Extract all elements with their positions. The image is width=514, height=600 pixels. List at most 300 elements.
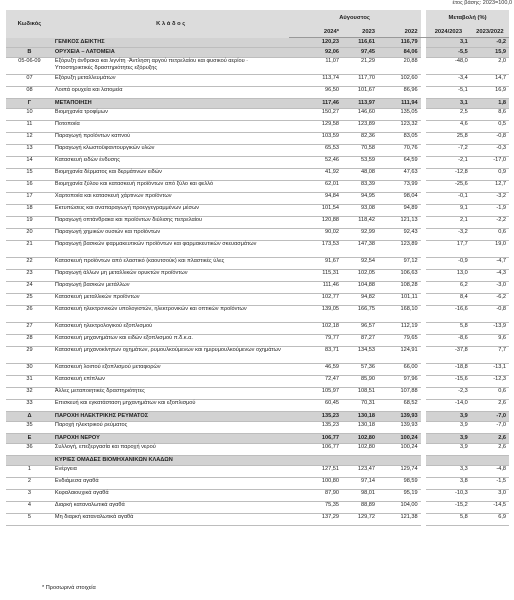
change-2024-2023: -5,5 [426, 48, 471, 58]
value-2022: 83,05 [378, 133, 421, 145]
value-2024: 103,59 [289, 133, 342, 145]
change-2024-2023: -25,6 [426, 181, 471, 193]
value-2024: 135,23 [289, 412, 342, 422]
table-row [6, 181, 509, 193]
value-2024: 65,53 [289, 145, 342, 157]
row-label: Παραγωγή βασικών μετάλλων [53, 282, 289, 294]
row-code: 28 [6, 335, 53, 347]
header-2023: 2023 [342, 26, 378, 38]
change-2024-2023: -48,0 [426, 58, 471, 75]
row-label: ΠΑΡΟΧΗ ΗΛΕΚΤΡΙΚΗΣ ΡΕΥΜΑΤΟΣ [53, 412, 289, 422]
value-2022: 98,59 [378, 478, 421, 490]
table-row [6, 388, 509, 400]
table-row [6, 514, 509, 526]
section-row [6, 456, 509, 466]
row-code: 19 [6, 217, 53, 229]
value-2023: 93,08 [342, 205, 378, 217]
change-2024-2023: -15,2 [426, 502, 471, 514]
value-2023: 82,36 [342, 133, 378, 145]
value-2024: 120,23 [289, 38, 342, 48]
change-2023-2022: 2,6 [471, 400, 509, 412]
change-2024-2023: 6,2 [426, 282, 471, 294]
table-row [6, 323, 509, 335]
row-code: 05-06-09 [6, 58, 53, 75]
value-2024: 75,35 [289, 502, 342, 514]
value-2024 [289, 456, 342, 466]
value-2024: 72,47 [289, 376, 342, 388]
change-2023-2022: 19,0 [471, 241, 509, 258]
header-change-2023-2022: 2023/2022 [471, 26, 509, 38]
value-2022: 97,12 [378, 258, 421, 270]
row-code: 31 [6, 376, 53, 388]
row-label: Κατασκευή επίπλων [53, 376, 289, 388]
table-body [6, 38, 509, 526]
value-2024: 150,27 [289, 109, 342, 121]
change-2023-2022: 2,6 [471, 434, 509, 444]
change-2024-2023 [426, 456, 471, 466]
change-2023-2022: -4,7 [471, 258, 509, 270]
value-2022 [378, 456, 421, 466]
change-2024-2023: -18,8 [426, 364, 471, 376]
row-label: Κατασκευή μεταλλικών προϊόντων [53, 294, 289, 306]
value-2022: 124,91 [378, 347, 421, 364]
value-2023: 116,61 [342, 38, 378, 48]
table-row [6, 121, 509, 133]
row-label: Παραγωγή οπτάνθρακα και προϊόντων διύλισης πετρελαίου [53, 217, 289, 229]
change-2023-2022: -13,9 [471, 323, 509, 335]
change-2024-2023: 2,1 [426, 217, 471, 229]
change-2024-2023: -14,0 [426, 400, 471, 412]
value-2024: 83,71 [289, 347, 342, 364]
row-code: Β [6, 48, 53, 58]
row-code: 22 [6, 258, 53, 270]
change-2023-2022: -1,5 [471, 478, 509, 490]
row-code: 36 [6, 444, 53, 456]
value-2023: 70,58 [342, 145, 378, 157]
table-row [6, 169, 509, 181]
value-2023: 97,45 [342, 48, 378, 58]
row-code: 14 [6, 157, 53, 169]
value-2023: 101,67 [342, 87, 378, 99]
value-2022: 66,00 [378, 364, 421, 376]
table-row [6, 87, 509, 99]
row-label: Λοιπά ορυχεία και λατομεία [53, 87, 289, 99]
table-row [6, 217, 509, 229]
value-2024: 111,46 [289, 282, 342, 294]
value-2024: 137,29 [289, 514, 342, 526]
value-2023: 83,39 [342, 181, 378, 193]
change-2024-2023: -12,8 [426, 169, 471, 181]
value-2022: 139,93 [378, 412, 421, 422]
row-code: 2 [6, 478, 53, 490]
row-label: Κατασκευή ηλεκτρονικών υπολογιστών, ηλεκτρονικών και οπτικών προϊόντων [53, 306, 289, 323]
value-2023: 134,53 [342, 347, 378, 364]
change-2024-2023: 2,5 [426, 109, 471, 121]
change-2023-2022: 7,7 [471, 347, 509, 364]
row-label: Κατασκευή προϊόντων από ελαστικό (καουτσούκ) και πλαστικές ύλες [53, 258, 289, 270]
table-row [6, 145, 509, 157]
value-2023: 96,57 [342, 323, 378, 335]
value-2023: 92,99 [342, 229, 378, 241]
value-2023: 102,80 [342, 434, 378, 444]
change-2024-2023: 13,0 [426, 270, 471, 282]
change-2023-2022: -3,0 [471, 282, 509, 294]
table-row [6, 193, 509, 205]
table-row [6, 157, 509, 169]
table-row [6, 241, 509, 258]
value-2023: 130,18 [342, 412, 378, 422]
value-2022: 139,93 [378, 422, 421, 434]
value-2023: 70,31 [342, 400, 378, 412]
row-label: ΓΕΝΙΚΟΣ ΔΕΙΚΤΗΣ [53, 38, 289, 48]
value-2023: 94,95 [342, 193, 378, 205]
value-2023: 108,51 [342, 388, 378, 400]
value-2022: 98,04 [378, 193, 421, 205]
section-row [6, 412, 509, 422]
row-label: Κατασκευή μηχανοκίνητων οχημάτων, ρυμουλκούμενων και ημιρυμουλκούμενων οχημάτων [53, 347, 289, 364]
change-2024-2023: 3,3 [426, 466, 471, 478]
change-2024-2023: -3,4 [426, 75, 471, 87]
header-2022: 2022 [378, 26, 421, 38]
value-2023: 88,89 [342, 502, 378, 514]
change-2024-2023: -15,6 [426, 376, 471, 388]
change-2024-2023: -10,3 [426, 490, 471, 502]
value-2022: 64,59 [378, 157, 421, 169]
row-code: 18 [6, 205, 53, 217]
value-2022: 123,32 [378, 121, 421, 133]
row-label: ΠΑΡΟΧΗ ΝΕΡΟΥ [53, 434, 289, 444]
value-2022: 92,43 [378, 229, 421, 241]
value-2022: 102,60 [378, 75, 421, 87]
value-2022: 112,19 [378, 323, 421, 335]
row-code: Ε [6, 434, 53, 444]
value-2023: 85,90 [342, 376, 378, 388]
value-2022: 79,65 [378, 335, 421, 347]
table-row [6, 478, 509, 490]
row-code: 10 [6, 109, 53, 121]
change-2023-2022: 8,6 [471, 109, 509, 121]
change-2023-2022: 2,0 [471, 58, 509, 75]
value-2023: 92,54 [342, 258, 378, 270]
table-row [6, 133, 509, 145]
row-label: Συλλογή, επεξεργασία και παροχή νερού [53, 444, 289, 456]
row-label: Παραγωγή χημικών ουσιών και προϊόντων [53, 229, 289, 241]
value-2024: 139,05 [289, 306, 342, 323]
row-code: 29 [6, 347, 53, 364]
value-2022: 116,79 [378, 38, 421, 48]
change-2023-2022: 15,9 [471, 48, 509, 58]
row-label: Κατασκευή ειδών ένδυσης [53, 157, 289, 169]
change-2024-2023: -0,9 [426, 258, 471, 270]
row-code: 32 [6, 388, 53, 400]
value-2022: 107,88 [378, 388, 421, 400]
row-code: 11 [6, 121, 53, 133]
table-row [6, 282, 509, 294]
change-2023-2022: 16,9 [471, 87, 509, 99]
value-2024: 127,51 [289, 466, 342, 478]
table-row [6, 270, 509, 282]
value-2024: 105,97 [289, 388, 342, 400]
table-row [6, 58, 509, 75]
change-2023-2022: 3,0 [471, 490, 509, 502]
change-2024-2023: -2,1 [426, 157, 471, 169]
value-2022: 70,76 [378, 145, 421, 157]
row-code: 15 [6, 169, 53, 181]
row-label: Χαρτοποιία και κατασκευή χάρτινων προϊόντων [53, 193, 289, 205]
table-row [6, 75, 509, 87]
industrial-production-table [6, 10, 509, 526]
value-2024: 135,23 [289, 422, 342, 434]
change-2024-2023: -16,6 [426, 306, 471, 323]
value-2023: 166,75 [342, 306, 378, 323]
change-2024-2023: 3,1 [426, 99, 471, 109]
value-2022: 97,96 [378, 376, 421, 388]
change-2023-2022: -4,3 [471, 270, 509, 282]
table-row [6, 376, 509, 388]
value-2024: 102,18 [289, 323, 342, 335]
table-row [6, 229, 509, 241]
value-2024: 120,88 [289, 217, 342, 229]
table-row [6, 205, 509, 217]
value-2022: 86,96 [378, 87, 421, 99]
value-2022: 106,63 [378, 270, 421, 282]
change-2024-2023: 8,4 [426, 294, 471, 306]
row-label: Κατασκευή λοιπού εξοπλισμού μεταφορών [53, 364, 289, 376]
header-code: Κωδικός [6, 10, 53, 38]
row-label: Άλλες μεταποιητικές δραστηριότητες [53, 388, 289, 400]
change-2023-2022: 9,6 [471, 335, 509, 347]
change-2024-2023: -8,6 [426, 335, 471, 347]
table-row [6, 294, 509, 306]
change-2023-2022: -0,3 [471, 145, 509, 157]
change-2023-2022: -1,9 [471, 205, 509, 217]
change-2023-2022: -3,2 [471, 193, 509, 205]
value-2024: 46,59 [289, 364, 342, 376]
row-label: Εξόρυξη άνθρακα και λιγνίτη ·Άντληση αργού πετρελαίου και φυσικού αερίου · Υποστηρικτικές δραστηριότητες εξόρυξης [53, 58, 289, 75]
change-2024-2023: 3,8 [426, 478, 471, 490]
row-code: 27 [6, 323, 53, 335]
change-2023-2022: -12,3 [471, 376, 509, 388]
value-2023: 21,29 [342, 58, 378, 75]
table-row [6, 258, 509, 270]
value-2023: 118,42 [342, 217, 378, 229]
change-2024-2023: -2,3 [426, 388, 471, 400]
row-label: ΚΥΡΙΕΣ ΟΜΑΔΕΣ ΒΙΟΜΗΧΑΝΙΚΩΝ ΚΛΑΔΩΝ [53, 456, 289, 466]
change-2023-2022: 1,8 [471, 99, 509, 109]
row-label: Μη διαρκή καταναλωτικά αγαθά [53, 514, 289, 526]
value-2022: 73,99 [378, 181, 421, 193]
row-code: 4 [6, 502, 53, 514]
value-2024: 117,46 [289, 99, 342, 109]
change-2023-2022: -4,8 [471, 466, 509, 478]
row-label: Βιομηχανία δέρματος και δερμάτινων ειδών [53, 169, 289, 181]
change-2023-2022: -2,2 [471, 217, 509, 229]
value-2022: 94,89 [378, 205, 421, 217]
value-2023: 102,05 [342, 270, 378, 282]
change-2024-2023: 5,8 [426, 514, 471, 526]
value-2022: 100,24 [378, 434, 421, 444]
value-2024: 106,77 [289, 434, 342, 444]
change-2023-2022 [471, 456, 509, 466]
change-2023-2022: 6,9 [471, 514, 509, 526]
row-code: 12 [6, 133, 53, 145]
value-2024: 129,58 [289, 121, 342, 133]
value-2022: 123,89 [378, 241, 421, 258]
row-label: Κατασκευή ηλεκτρολογικού εξοπλισμού [53, 323, 289, 335]
table-row [6, 490, 509, 502]
row-code: 5 [6, 514, 53, 526]
value-2023: 117,70 [342, 75, 378, 87]
row-code: 20 [6, 229, 53, 241]
section-row [6, 434, 509, 444]
value-2022: 101,11 [378, 294, 421, 306]
change-2023-2022: 14,7 [471, 75, 509, 87]
change-2024-2023: 25,8 [426, 133, 471, 145]
change-2024-2023: -7,2 [426, 145, 471, 157]
row-label: Κεφαλαιουχικά αγαθά [53, 490, 289, 502]
change-2024-2023: 9,1 [426, 205, 471, 217]
row-code: Δ [6, 412, 53, 422]
value-2023: 147,38 [342, 241, 378, 258]
value-2023: 98,01 [342, 490, 378, 502]
change-2023-2022: -14,5 [471, 502, 509, 514]
change-2024-2023: 4,6 [426, 121, 471, 133]
value-2024: 79,77 [289, 335, 342, 347]
change-2023-2022: -6,2 [471, 294, 509, 306]
change-2024-2023: 17,7 [426, 241, 471, 258]
change-2023-2022: -13,1 [471, 364, 509, 376]
change-2023-2022: 0,6 [471, 388, 509, 400]
header-change: Μεταβολή (%) [426, 10, 509, 26]
value-2022: 100,24 [378, 444, 421, 456]
table-row [6, 306, 509, 323]
value-2024: 41,92 [289, 169, 342, 181]
row-label: Διαρκή καταναλωτικά αγαθά [53, 502, 289, 514]
value-2024: 96,50 [289, 87, 342, 99]
row-code: 07 [6, 75, 53, 87]
value-2024: 115,31 [289, 270, 342, 282]
value-2024: 92,06 [289, 48, 342, 58]
value-2024: 62,01 [289, 181, 342, 193]
change-2024-2023: 3,1 [426, 38, 471, 48]
row-code: 23 [6, 270, 53, 282]
value-2024: 100,80 [289, 478, 342, 490]
row-code [6, 38, 53, 48]
change-2023-2022: 0,9 [471, 169, 509, 181]
change-2023-2022: 2,6 [471, 444, 509, 456]
change-2024-2023: 3,9 [426, 412, 471, 422]
value-2022: 104,00 [378, 502, 421, 514]
table-row [6, 444, 509, 456]
value-2024: 60,45 [289, 400, 342, 412]
row-label: Παροχή ηλεκτρικού ρεύματος [53, 422, 289, 434]
table-row [6, 109, 509, 121]
header-2024: 2024* [289, 26, 342, 38]
row-code [6, 456, 53, 466]
value-2022: 108,28 [378, 282, 421, 294]
change-2024-2023: 3,9 [426, 434, 471, 444]
row-code: 21 [6, 241, 53, 258]
row-label: Παραγωγή βασικών φαρμακευτικών προϊόντων και φαρμακευτικών σκευασμάτων [53, 241, 289, 258]
value-2023 [342, 456, 378, 466]
change-2023-2022: 12,7 [471, 181, 509, 193]
value-2022: 135,05 [378, 109, 421, 121]
row-code: 33 [6, 400, 53, 412]
row-label: Εκτυπώσεις και αναπαραγωγή προεγγεγραμμένων μέσων [53, 205, 289, 217]
row-code: Γ [6, 99, 53, 109]
table-row [6, 502, 509, 514]
row-label: Εξόρυξη μεταλλευμάτων [53, 75, 289, 87]
row-label: Επισκευή και εγκατάσταση μηχανημάτων και εξοπλισμού [53, 400, 289, 412]
change-2024-2023: -0,1 [426, 193, 471, 205]
table-row [6, 364, 509, 376]
row-label: ΟΡΥΧΕΙΑ – ΛΑΤΟΜΕΙΑ [53, 48, 289, 58]
value-2024: 11,07 [289, 58, 342, 75]
row-label: Ενέργεια [53, 466, 289, 478]
value-2022: 129,74 [378, 466, 421, 478]
row-label: Παραγωγή προϊόντων καπνού [53, 133, 289, 145]
change-2023-2022: -7,0 [471, 412, 509, 422]
table-row [6, 335, 509, 347]
value-2022: 47,63 [378, 169, 421, 181]
value-2024: 113,74 [289, 75, 342, 87]
value-2024: 52,46 [289, 157, 342, 169]
row-code: 26 [6, 306, 53, 323]
header-august: Αύγουστος [289, 10, 421, 26]
value-2023: 94,82 [342, 294, 378, 306]
row-label: Κατασκευή μηχανημάτων και ειδών εξοπλισμού π.δ.κ.α. [53, 335, 289, 347]
value-2024: 91,67 [289, 258, 342, 270]
value-2024: 94,84 [289, 193, 342, 205]
row-code: 13 [6, 145, 53, 157]
change-2024-2023: 5,8 [426, 323, 471, 335]
value-2022: 121,38 [378, 514, 421, 526]
value-2024: 90,02 [289, 229, 342, 241]
row-code: 16 [6, 181, 53, 193]
base-year-note: έτος βάσης: 2023=100,0 [452, 0, 512, 6]
section-row [6, 99, 509, 109]
value-2023: 48,08 [342, 169, 378, 181]
table-row [6, 466, 509, 478]
row-code: 1 [6, 466, 53, 478]
change-2023-2022: -7,0 [471, 422, 509, 434]
value-2023: 113,97 [342, 99, 378, 109]
change-2023-2022: -0,8 [471, 306, 509, 323]
value-2022: 95,19 [378, 490, 421, 502]
value-2022: 121,13 [378, 217, 421, 229]
change-2024-2023: -5,1 [426, 87, 471, 99]
value-2024: 173,53 [289, 241, 342, 258]
row-code: 30 [6, 364, 53, 376]
section-row [6, 38, 509, 48]
value-2022: 20,88 [378, 58, 421, 75]
change-2023-2022: 0,5 [471, 121, 509, 133]
value-2023: 104,88 [342, 282, 378, 294]
change-2024-2023: -3,2 [426, 229, 471, 241]
change-2024-2023: 3,9 [426, 444, 471, 456]
row-label: ΜΕΤΑΠΟΙΗΣΗ [53, 99, 289, 109]
row-code: 24 [6, 282, 53, 294]
value-2023: 57,36 [342, 364, 378, 376]
value-2023: 87,27 [342, 335, 378, 347]
row-label: Παραγωγή άλλων μη μεταλλικών ορυκτών προϊόντων [53, 270, 289, 282]
footnote: * Προσωρινά στοιχεία [42, 585, 96, 591]
value-2023: 123,89 [342, 121, 378, 133]
row-code: 25 [6, 294, 53, 306]
value-2023: 130,18 [342, 422, 378, 434]
row-code: 3 [6, 490, 53, 502]
value-2022: 84,06 [378, 48, 421, 58]
